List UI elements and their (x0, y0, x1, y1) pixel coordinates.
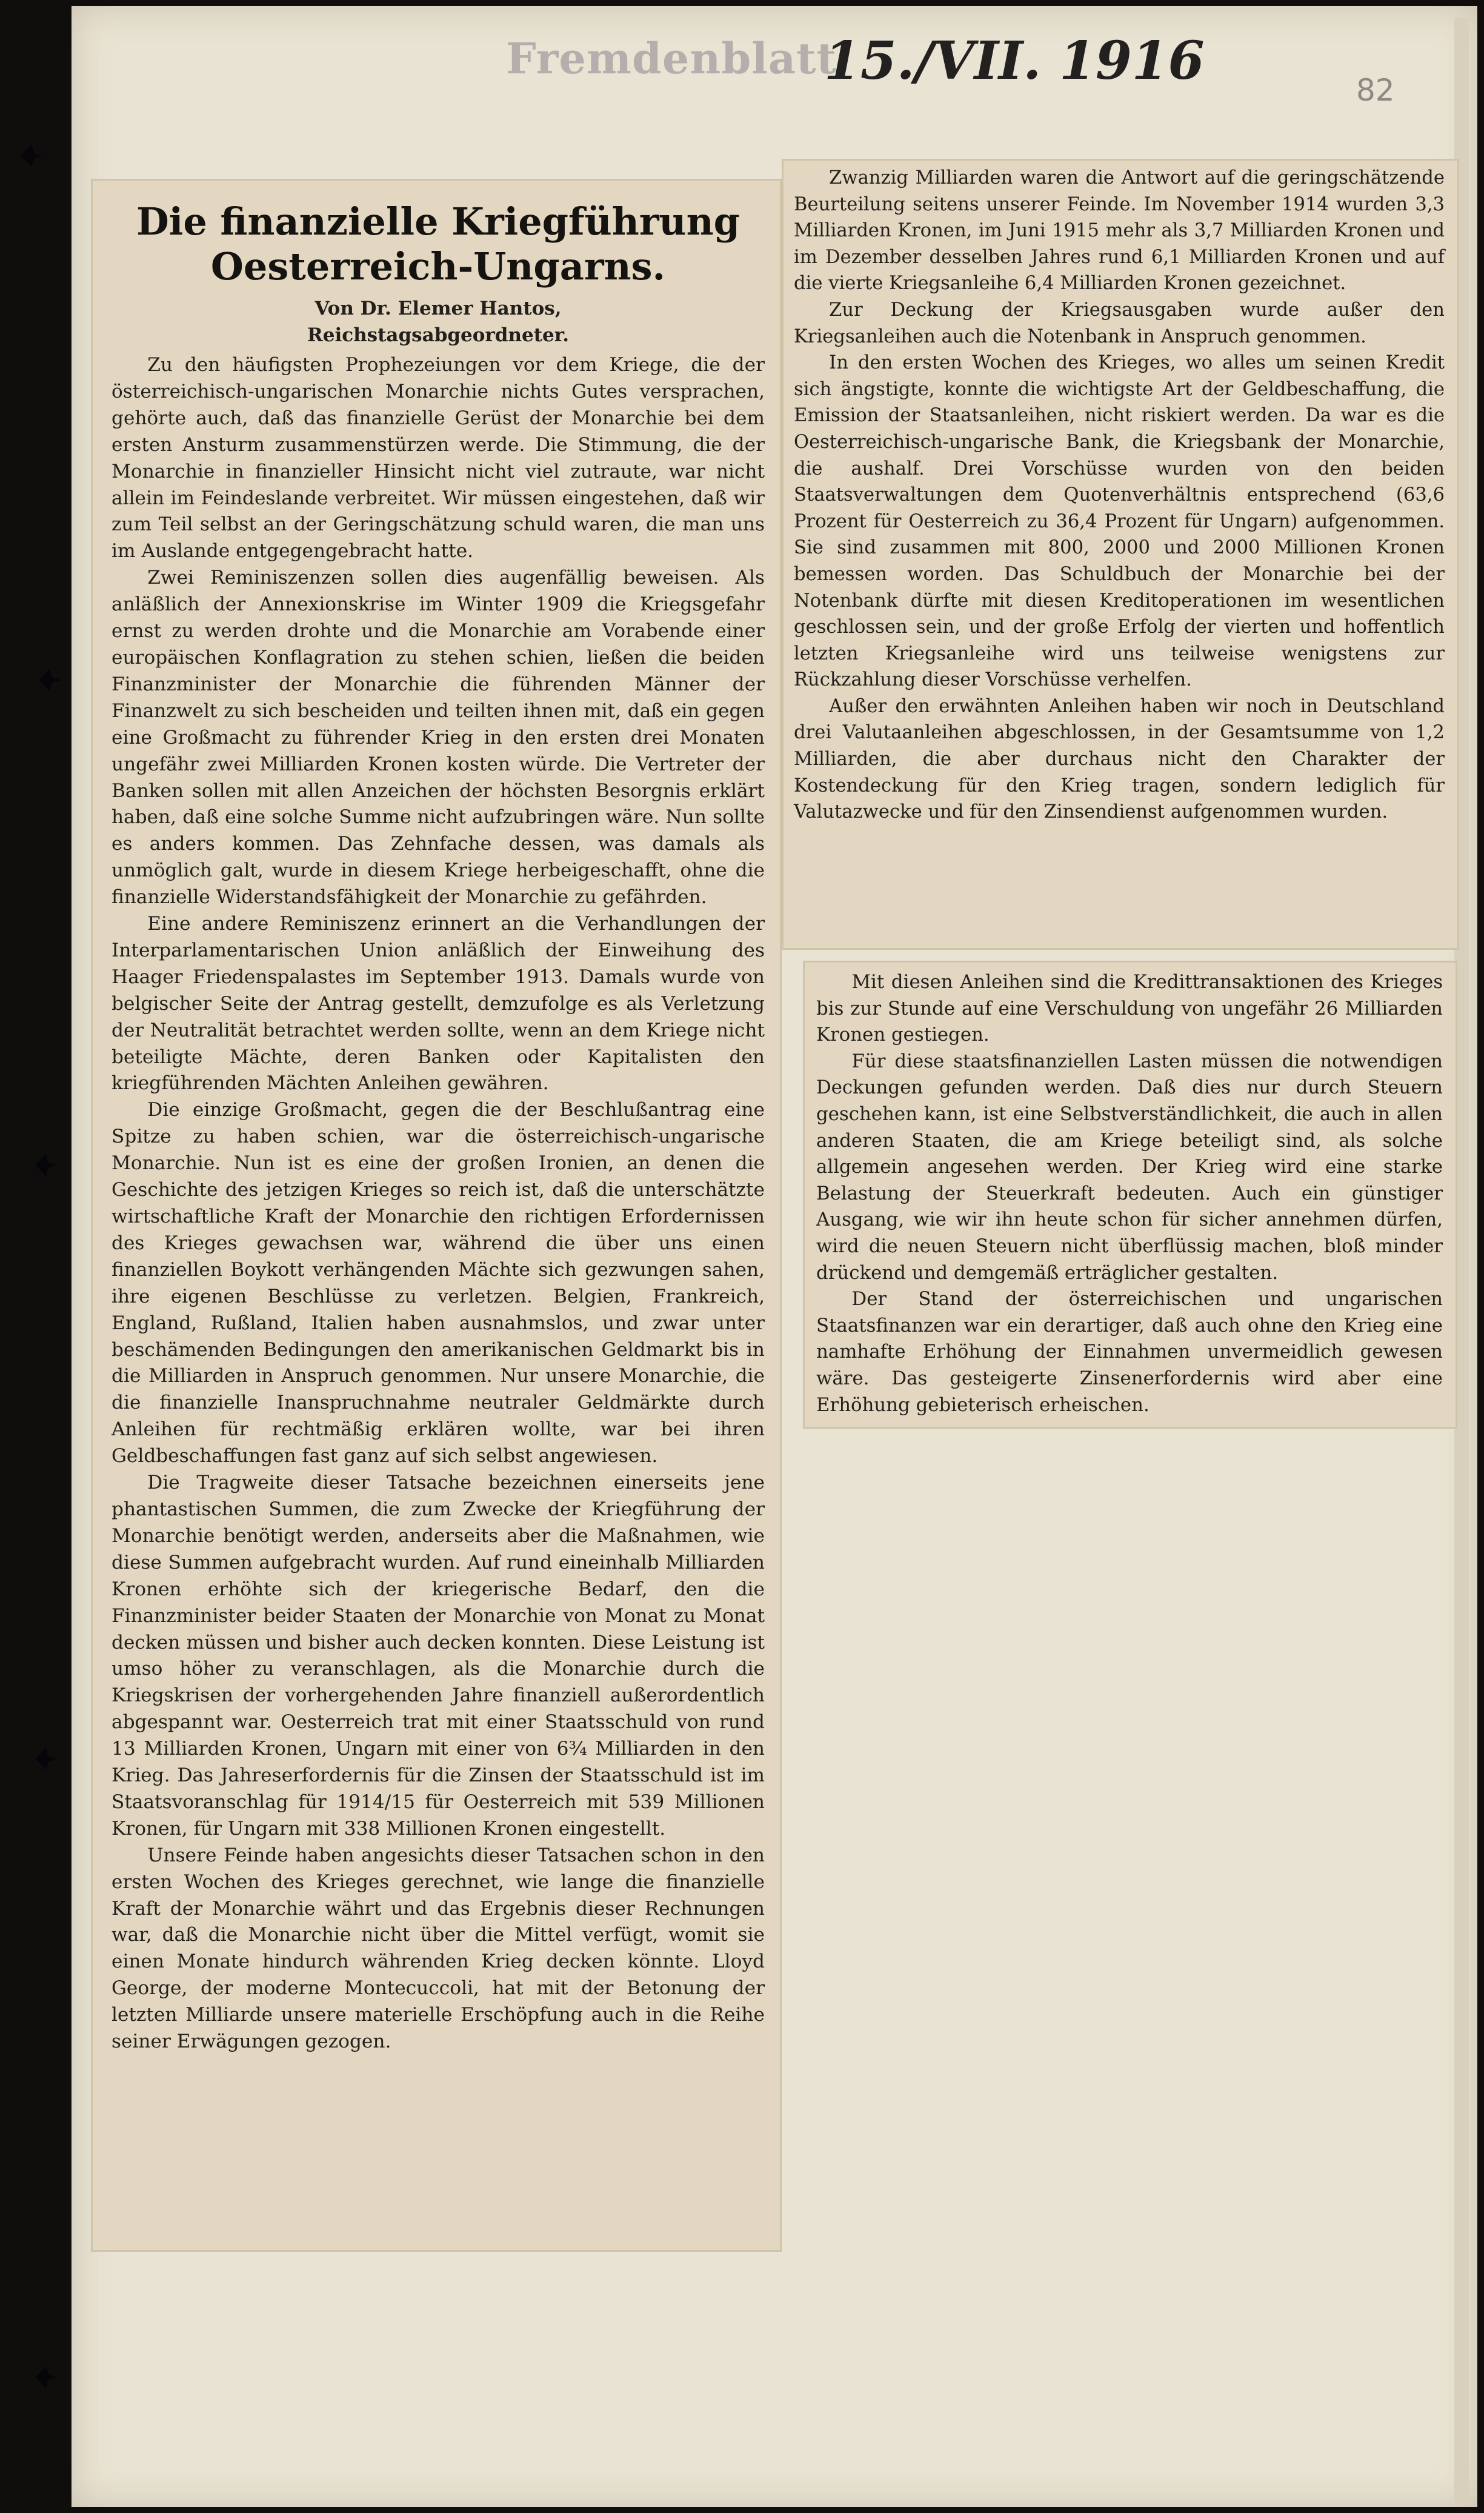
page-number: 82 (1356, 73, 1395, 108)
paragraph: Für diese staatsfinanziellen Lasten müssen die notwendigen Deckungen gefunden werden. Daß dies nur durch Steuern geschehen kann, ist eine Selbstverständlichkeit, die auch in allen anderen Staaten, die am Kriege beteiligt sind, als solche allgemein angesehen werden. Der Krieg wird eine starke Belastung der Steuerkraft bedeuten. Auch ein günstiger Ausgang, wie wir ihn heute schon für sicher annehmen dürfen, wird die neuen Steuern nicht überflüssig machen, bloß minder drückend und demgemäß erträglicher gestalten. (816, 1050, 1443, 1284)
article-byline: Von Dr. Elemer Hantos, (314, 298, 562, 319)
paragraph: Außer den erwähnten Anleihen haben wir noch in Deutschland drei Valutaanleihen abgeschlossen, in der Gesamtsumme von 1,2 Milliarden, die aber durchaus nicht den Charakter der Kostendeckung für den Krieg tragen, sondern lediglich für Valutazwecke und für den Zinsendienst aufgenommen wurden. (794, 695, 1445, 823)
article-title: Die finanzielle Kriegführung Oesterreich-Ungarns. (136, 199, 740, 289)
paragraph: Unsere Feinde haben angesichts dieser Tatsachen schon in den ersten Wochen des Krieges gerechnet, wie lange die finanzielle Kraft der Monarchie währt und das Ergebnis dieser Rechnungen war, daß die Monarchie nicht über die Mittel verfügt, womit sie einen Monate hindurch währenden Krieg decken könnte. Lloyd George, der moderne Montecuccoli, hat mit der Betonung der letzten Milliarde unsere materielle Erschöpfung auch in die Reihe seiner Erwägungen gezogen. (111, 1844, 765, 2053)
paragraph: Die einzige Großmacht, gegen die der Beschlußantrag eine Spitze zu haben schien, war die österreichisch-ungarische Monarchie. Nun ist es eine der großen Ironien, an denen die Geschichte des jetzigen Krieges so reich ist, daß die unterschätzte wirtschaftliche Kraft der Monarchie den richtigen Erfordernissen des Krieges gewachsen war, während die über uns einen finanziellen Boykott verhängenden Mächte sich gezwungen sahen, ihre eigenen Beschlüsse zu verletzen. Belgien, Frankreich, England, Rußland, Italien haben ausnahmslos, und zwar unter beschämenden Bedingungen den amerikanischen Geldmarkt bis in die Milliarden in Anspruch genommen. Nur unsere Monarchie, die die finanzielle Inanspruchnahme neutraler Geldmärkte durch Anleihen für rechtmäßig erklären wollte, war bei ihren Geldbeschaffungen fast ganz auf sich selbst angewiesen. (111, 1099, 765, 1467)
paragraph: Mit diesen Anleihen sind die Kredittransaktionen des Krieges bis zur Stunde auf eine Verschuldung von ungefähr 26 Milliarden Kronen gestiegen. (816, 971, 1443, 1046)
paragraph: Zwanzig Milliarden waren die Antwort auf die geringschätzende Beurteilung seitens unserer Feinde. Im November 1914 wurden 3,3 Milliarden Kronen, im Juni 1915 mehr als 3,7 Milliarden Kronen und im Dezember desselben Jahres rund 6,1 Milliarden Kronen und auf die vierte Kriegsanleihe 6,4 Milliarden Kronen gezeichnet. (794, 167, 1445, 295)
paragraph: Eine andere Reminiszenz erinnert an die Verhandlungen der Interparlamentarischen Union anläßlich der Einweihung des Haager Friedenspalastes im September 1913. Damals wurde von belgischer Seite der Antrag gestellt, demzufolge es als Verletzung der Neutralität betrachtet werden sollte, wenn an dem Kriege nicht beteiligte Mächte, deren Banken oder Kapitalisten den kriegführenden Mächten Anleihen gewähren. (111, 913, 765, 1095)
paragraph: Zur Deckung der Kriegsausgaben wurde außer den Kriegsanleihen auch die Notenbank in Anspruch genommen. (794, 299, 1445, 347)
paragraph: Zwei Reminiszenzen sollen dies augenfällig beweisen. Als anläßlich der Annexionskrise im Winter 1909 die Kriegsgefahr ernst zu werden drohte und die Monarchie am Vorabende einer europäischen Konflagration zu stehen schien, ließen die beiden Finanzminister der Monarchie die führenden Männer der Finanzwelt zu sich bescheiden und teilten ihnen mit, daß ein gegen eine Großmacht zu führender Krieg in den ersten drei Monaten ungefähr zwei Milliarden Kronen kosten würde. Die Vertreter der Banken sollen mit allen Anzeichen der höchsten Besorgnis erklärt haben, daß eine solche Summe nicht aufzubringen wäre. Nun sollte es anders kommen. Das Zehnfache dessen, was damals als unmöglich galt, wurde in diesem Kriege herbeigeschafft, ohne die finanzielle Widerstandsfähigkeit der Monarchie zu gefährden. (111, 567, 765, 909)
binding-hole-icon (33, 1152, 59, 1178)
clipping-column-1 (91, 179, 782, 2252)
binding-hole-icon (33, 1746, 59, 1772)
paragraph: Die Tragweite dieser Tatsache bezeichnen einerseits jene phantastischen Summen, die zum Zwecke der Kriegführung der Monarchie benötigt werden, anderseits aber die Maßnahmen, wie diese Summen aufgebracht wurden. Auf rund eineinhalb Milliarden Kronen erhöhte sich der kriegerische Bedarf, den die Finanzminister beider Staaten der Monarchie von Monat zu Monat decken müssen und bisher auch decken konnten. Diese Leistung ist umso höher zu veranschlagen, als die Monarchie durch die Kriegskrisen der vorhergehenden Jahre finanziell außerordentlich abgespannt war. Oesterreich trat mit einer Staatsschuld von rund 13 Milliarden Kronen, Ungarn mit einer von 6¾ Milliarden in den Krieg. Das Jahreserfordernis für die Zinsen der Staatsschuld ist im Staatsvoranschlag für 1914/15 für Oesterreich mit 539 Millionen Kronen, für Ungarn mit 338 Millionen Kronen eingestellt. (111, 1472, 765, 1840)
newspaper-stamp: Fremdenblatt (506, 33, 837, 84)
clipping-column-2 (782, 159, 1459, 950)
clipping-column-3 (803, 961, 1457, 1429)
binding-hole-icon (36, 667, 63, 693)
paragraph: Der Stand der österreichischen und ungarischen Staatsfinanzen war ein derartiger, daß auch ohne den Krieg eine namhafte Erhöhung der Einnahmen unvermeidlich gewesen wäre. Das gesteigerte Zinsenerfordernis wird aber eine Erhöhung gebieterisch erheischen. (816, 1288, 1443, 1416)
binding-hole-icon (33, 2364, 59, 2391)
paragraph: In den ersten Wochen des Krieges, wo alles um seinen Kredit sich ängstigte, konnte die wichtigste Art der Geldbeschaffung, die Emission der Staatsanleihen, nicht riskiert werden. Da war es die Oesterreichisch-ungarische Bank, die Kriegsbank der Monarchie, die aushalf. Drei Vorschüsse wurden von den beiden Staatsverwaltungen dem Quotenverhältnis entsprechend (63,6 Prozent für Oesterreich zu 36,4 Prozent für Ungarn) aufgenommen. Sie sind zusammen mit 800, 2000 und 2000 Millionen Kronen bemessen worden. Das Schuldbuch der Monarchie bei der Notenbank dürfte mit diesen Kreditoperationen im wesentlichen geschlossen sein, und der große Erfolg der vierten und hoffentlich letzten Kriegsanleihe wird uns teilweise wenigstens zur Rückzahlung dieser Vorschüsse verhelfen. (794, 352, 1445, 691)
author-role: Reichstagsabgeordneter. (307, 324, 570, 346)
paragraph: Zu den häufigsten Prophezeiungen vor dem Kriege, die der österreichisch-ungarischen Monarchie nichts Gutes versprachen, gehörte auch, daß das finanzielle Gerüst der Monarchie bei dem ersten Ansturm zusammenstürzen werde. Die Stimmung, die der Monarchie in finanzieller Hinsicht nicht viel zutraute, war nicht allein im Feindeslande verbreitet. Wir müssen eingestehen, daß wir zum Teil selbst an der Geringschätzung schuld waren, die man uns im Auslande entgegengebracht hatte. (111, 354, 765, 562)
handwritten-date: 15./VII. 1916 (824, 30, 1205, 92)
binding-hole-icon (18, 142, 45, 169)
